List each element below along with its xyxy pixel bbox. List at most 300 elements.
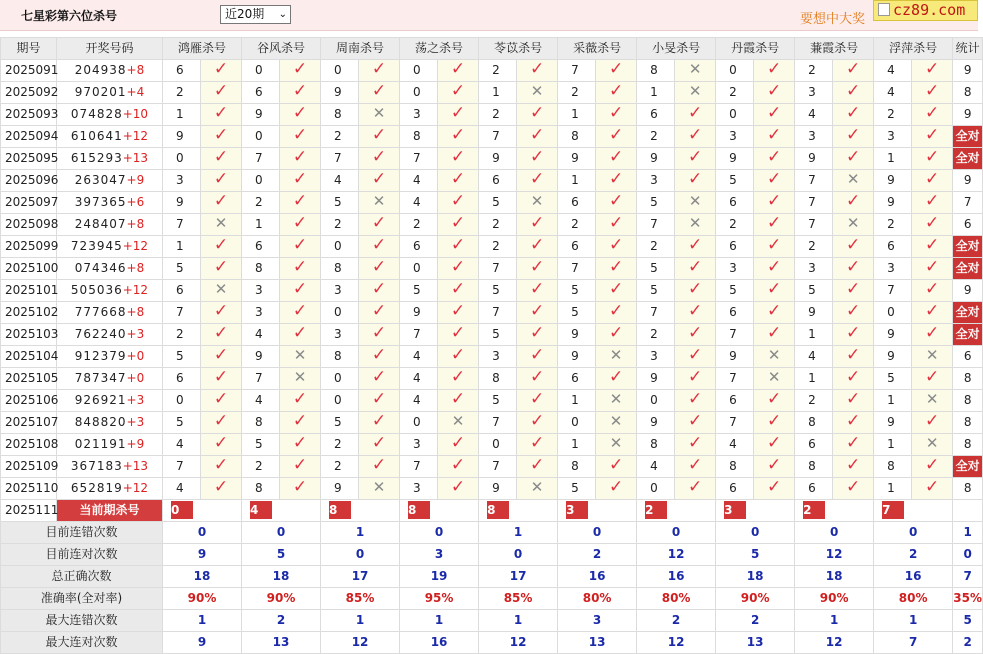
- result-cell: [912, 280, 953, 302]
- kill-number: 6: [242, 236, 280, 258]
- result-cell: [596, 412, 637, 434]
- stats-total: 7: [953, 566, 983, 588]
- stats-value: 2: [558, 544, 637, 566]
- kill-number: 3: [321, 280, 359, 302]
- check-icon: ✓: [925, 169, 940, 189]
- result-cell: [912, 434, 953, 456]
- current-kill-number: 8: [408, 501, 430, 519]
- check-icon: ✓: [687, 257, 703, 277]
- result-cell: [833, 390, 874, 412]
- check-icon: ✓: [925, 279, 940, 299]
- kill-number: 8: [400, 126, 438, 148]
- kill-number: 5: [637, 280, 675, 302]
- check-icon: ✓: [766, 257, 782, 277]
- stats-value: 2: [242, 610, 321, 632]
- kill-number: 1: [558, 390, 596, 412]
- current-kill-number: 0: [171, 501, 193, 519]
- kill-number: 7: [795, 170, 833, 192]
- table-row: [1, 148, 983, 170]
- result-cell: [675, 390, 716, 412]
- kill-number: 9: [400, 302, 438, 324]
- result-cell: [201, 346, 242, 368]
- check-icon: ✓: [608, 477, 624, 497]
- kill-number: 6: [400, 236, 438, 258]
- kill-number: 8: [321, 346, 359, 368]
- check-icon: ✓: [687, 477, 703, 497]
- draw-sum: +4: [126, 85, 145, 99]
- table-row: [1, 434, 983, 456]
- check-icon: ✓: [292, 147, 308, 167]
- draw-cell: [57, 192, 163, 214]
- result-cell: [359, 148, 400, 170]
- kill-number: 0: [400, 60, 438, 82]
- result-cell: [912, 456, 953, 478]
- check-icon: ✓: [529, 235, 545, 255]
- result-cell: [201, 412, 242, 434]
- check-icon: ✓: [292, 389, 308, 409]
- check-icon: ✓: [529, 147, 545, 167]
- check-icon: ✓: [608, 81, 624, 101]
- draw-number: 723945: [70, 239, 123, 253]
- kill-number: 5: [321, 192, 359, 214]
- result-cell: [517, 60, 558, 82]
- check-icon: ✓: [450, 213, 466, 233]
- cross-icon: ✕: [451, 412, 465, 430]
- result-cell: [201, 126, 242, 148]
- kill-number: 8: [637, 434, 675, 456]
- check-icon: ✓: [292, 455, 308, 475]
- stats-value: 90%: [795, 588, 874, 610]
- kill-number: 9: [242, 346, 280, 368]
- kill-number: 0: [163, 390, 201, 412]
- result-cell: [754, 60, 795, 82]
- result-cell: [675, 434, 716, 456]
- kill-number: 2: [716, 82, 754, 104]
- draw-sum: +12: [122, 239, 149, 253]
- result-cell: [833, 478, 874, 500]
- check-icon: ✓: [846, 477, 861, 497]
- result-cell: [201, 192, 242, 214]
- result-cell: [517, 148, 558, 170]
- stats-value: 0: [479, 544, 558, 566]
- kill-number: 3: [795, 126, 833, 148]
- issue-cell: 2025092: [1, 82, 57, 104]
- result-cell: [754, 346, 795, 368]
- result-cell: [754, 456, 795, 478]
- kill-number: 2: [321, 456, 359, 478]
- kill-number: 7: [163, 214, 201, 236]
- check-icon: ✓: [529, 59, 545, 79]
- check-icon: ✓: [371, 279, 387, 299]
- check-icon: ✓: [925, 235, 940, 255]
- draw-number: 610641: [70, 129, 123, 143]
- stats-value: 90%: [716, 588, 795, 610]
- stats-total: 1: [953, 522, 983, 544]
- kill-number: 9: [716, 346, 754, 368]
- check-icon: ✓: [292, 81, 308, 101]
- period-select[interactable]: [220, 5, 291, 24]
- result-cell: [359, 82, 400, 104]
- stats-value: 0: [321, 544, 400, 566]
- stat-cell: 9: [953, 60, 983, 82]
- result-cell: [912, 324, 953, 346]
- kill-number: 2: [242, 192, 280, 214]
- draw-cell: [57, 60, 163, 82]
- kill-number: 5: [321, 412, 359, 434]
- result-cell: [438, 368, 479, 390]
- kill-number: 6: [716, 478, 754, 500]
- kill-number: 2: [637, 126, 675, 148]
- header-expert: 小旻杀号: [637, 38, 716, 60]
- stats-value: 0: [558, 522, 637, 544]
- kill-number: 7: [479, 126, 517, 148]
- issue-cell: 2025106: [1, 390, 57, 412]
- check-icon: ✓: [925, 213, 940, 233]
- result-cell: [201, 302, 242, 324]
- draw-cell: [57, 456, 163, 478]
- kill-number: 6: [163, 60, 201, 82]
- result-cell: [754, 280, 795, 302]
- stat-cell: 8: [953, 412, 983, 434]
- result-cell: [754, 192, 795, 214]
- stats-value: 1: [400, 610, 479, 632]
- header-expert: 荡之杀号: [400, 38, 479, 60]
- kill-number: 8: [242, 412, 280, 434]
- kill-number: 9: [874, 412, 912, 434]
- check-icon: ✓: [766, 323, 782, 343]
- kill-number: 6: [795, 478, 833, 500]
- result-cell: [438, 390, 479, 412]
- kill-number: 4: [242, 324, 280, 346]
- kill-number: 3: [874, 126, 912, 148]
- draw-sum: +8: [126, 305, 145, 319]
- check-icon: ✓: [529, 257, 545, 277]
- stats-value: 18: [716, 566, 795, 588]
- draw-cell: [57, 412, 163, 434]
- kill-number: 3: [637, 346, 675, 368]
- result-cell: [438, 302, 479, 324]
- table-row: [1, 478, 983, 500]
- site-logo[interactable]: [873, 0, 978, 21]
- result-cell: [517, 170, 558, 192]
- kill-number: 4: [400, 346, 438, 368]
- draw-sum: +12: [122, 481, 149, 495]
- kill-number: 5: [716, 280, 754, 302]
- cross-icon: ✕: [925, 346, 939, 364]
- stats-value: 13: [716, 632, 795, 654]
- result-cell: [833, 192, 874, 214]
- issue-cell: 2025100: [1, 258, 57, 280]
- kill-number: 7: [163, 456, 201, 478]
- stats-label: 最大连错次数: [1, 610, 163, 632]
- kill-number: 5: [479, 324, 517, 346]
- result-cell: [517, 456, 558, 478]
- kill-number: 8: [874, 456, 912, 478]
- check-icon: ✓: [846, 455, 861, 475]
- table-row: [1, 192, 983, 214]
- cross-icon: ✕: [372, 192, 386, 210]
- result-cell: [833, 104, 874, 126]
- stats-value: 12: [795, 632, 874, 654]
- stats-value: 2: [716, 610, 795, 632]
- result-cell: [280, 368, 321, 390]
- check-icon: ✓: [608, 455, 624, 475]
- check-icon: ✓: [529, 169, 545, 189]
- result-cell: [912, 412, 953, 434]
- kill-number: 9: [558, 346, 596, 368]
- draw-number: 762240: [74, 327, 127, 341]
- kill-number: 1: [242, 214, 280, 236]
- check-icon: ✓: [766, 433, 782, 453]
- header-expert: 谷风杀号: [242, 38, 321, 60]
- kill-number: 2: [479, 60, 517, 82]
- result-cell: [517, 478, 558, 500]
- stats-value: 19: [400, 566, 479, 588]
- result-cell: [675, 104, 716, 126]
- kill-number: 3: [242, 302, 280, 324]
- check-icon: ✓: [687, 389, 703, 409]
- stat-cell: 全对: [953, 302, 983, 324]
- result-cell: [675, 280, 716, 302]
- check-icon: ✓: [529, 411, 545, 431]
- kill-number: 5: [479, 192, 517, 214]
- issue-cell: 2025105: [1, 368, 57, 390]
- check-icon: ✓: [687, 411, 703, 431]
- kill-number: 3: [479, 346, 517, 368]
- issue-cell: 2025107: [1, 412, 57, 434]
- kill-number: 8: [637, 60, 675, 82]
- kill-number: 4: [400, 170, 438, 192]
- kill-number: 7: [637, 302, 675, 324]
- kill-number: 8: [558, 126, 596, 148]
- result-cell: [201, 368, 242, 390]
- current-kill-number: 8: [487, 501, 509, 519]
- draw-sum: +3: [126, 327, 145, 341]
- draw-cell: [57, 236, 163, 258]
- check-icon: ✓: [766, 191, 782, 211]
- header-stat: 统计: [953, 38, 983, 60]
- issue-cell: 2025102: [1, 302, 57, 324]
- result-cell: [675, 346, 716, 368]
- kill-number: 0: [400, 258, 438, 280]
- stat-cell: 8: [953, 478, 983, 500]
- slogan-link[interactable]: 要想中大奖: [800, 12, 866, 27]
- result-cell: [833, 346, 874, 368]
- stats-value: 2: [637, 610, 716, 632]
- current-kill-cell: [874, 500, 953, 522]
- header-expert: 苓苡杀号: [479, 38, 558, 60]
- check-icon: ✓: [292, 411, 308, 431]
- check-icon: ✓: [766, 477, 782, 497]
- check-icon: ✓: [450, 367, 466, 387]
- kill-number: 0: [242, 170, 280, 192]
- kill-number: 0: [321, 236, 359, 258]
- kill-number: 1: [795, 324, 833, 346]
- kill-number: 4: [400, 390, 438, 412]
- check-icon: ✓: [766, 279, 782, 299]
- result-cell: [833, 82, 874, 104]
- kill-number: 2: [163, 82, 201, 104]
- kill-number: 6: [795, 434, 833, 456]
- result-cell: [201, 258, 242, 280]
- check-icon: ✓: [766, 125, 782, 145]
- check-icon: ✓: [925, 103, 940, 123]
- result-cell: [359, 324, 400, 346]
- result-cell: [596, 390, 637, 412]
- result-cell: [833, 126, 874, 148]
- checkbox-icon: [878, 3, 890, 16]
- kill-number: 0: [321, 60, 359, 82]
- kill-number: 9: [874, 324, 912, 346]
- stat-cell: 全对: [953, 456, 983, 478]
- result-cell: [359, 478, 400, 500]
- kill-number: 9: [558, 148, 596, 170]
- kill-number: 0: [321, 302, 359, 324]
- draw-cell: [57, 82, 163, 104]
- kill-number: 8: [479, 368, 517, 390]
- current-kill-number: 2: [645, 501, 667, 519]
- check-icon: ✓: [846, 323, 861, 343]
- result-cell: [201, 434, 242, 456]
- site-logo-text: cz89.com: [893, 1, 966, 19]
- check-icon: ✓: [371, 455, 387, 475]
- stats-value: 85%: [321, 588, 400, 610]
- check-icon: ✓: [529, 367, 545, 387]
- result-cell: [833, 434, 874, 456]
- kill-number: 4: [242, 390, 280, 412]
- result-cell: [359, 258, 400, 280]
- check-icon: ✓: [371, 169, 387, 189]
- kill-number: 1: [163, 236, 201, 258]
- result-cell: [596, 126, 637, 148]
- kill-number: 7: [716, 412, 754, 434]
- check-icon: ✓: [766, 147, 782, 167]
- kill-number: 2: [558, 82, 596, 104]
- draw-number: 970201: [74, 85, 127, 99]
- result-cell: [833, 302, 874, 324]
- stats-row: [1, 610, 983, 632]
- result-cell: [517, 302, 558, 324]
- result-cell: [201, 148, 242, 170]
- result-cell: [280, 390, 321, 412]
- stats-value: 1: [479, 522, 558, 544]
- result-cell: [675, 148, 716, 170]
- kill-number: 9: [716, 148, 754, 170]
- stats-value: 80%: [874, 588, 953, 610]
- stat-cell: 9: [953, 280, 983, 302]
- check-icon: ✓: [213, 345, 229, 365]
- issue-cell: 2025094: [1, 126, 57, 148]
- check-icon: ✓: [450, 81, 466, 101]
- check-icon: ✓: [213, 257, 229, 277]
- stat-cell: 6: [953, 346, 983, 368]
- kill-number: 2: [795, 60, 833, 82]
- kill-number: 7: [637, 214, 675, 236]
- kill-number: 9: [163, 126, 201, 148]
- table-row: [1, 126, 983, 148]
- stats-value: 1: [163, 610, 242, 632]
- stats-value: 9: [163, 632, 242, 654]
- cross-icon: ✕: [767, 346, 781, 364]
- issue-cell: 2025103: [1, 324, 57, 346]
- check-icon: ✓: [687, 147, 703, 167]
- check-icon: ✓: [608, 257, 624, 277]
- kill-number: 0: [637, 390, 675, 412]
- check-icon: ✓: [608, 169, 624, 189]
- stats-label: 最大连对次数: [1, 632, 163, 654]
- result-cell: [280, 412, 321, 434]
- check-icon: ✓: [846, 59, 861, 79]
- current-stat-cell: [953, 500, 983, 522]
- kill-number: 3: [321, 324, 359, 346]
- result-cell: [280, 324, 321, 346]
- result-cell: [280, 126, 321, 148]
- check-icon: ✓: [213, 103, 229, 123]
- stats-value: 1: [795, 610, 874, 632]
- kill-number: 0: [321, 390, 359, 412]
- result-cell: [359, 214, 400, 236]
- check-icon: ✓: [608, 59, 624, 79]
- issue-cell: 2025108: [1, 434, 57, 456]
- result-cell: [359, 126, 400, 148]
- result-cell: [833, 324, 874, 346]
- check-icon: ✓: [846, 367, 861, 387]
- check-icon: ✓: [687, 455, 703, 475]
- kill-number: 0: [163, 148, 201, 170]
- draw-sum: +13: [122, 459, 149, 473]
- top-bar: [0, 0, 978, 31]
- result-cell: [517, 82, 558, 104]
- draw-number: 074828: [70, 107, 123, 121]
- kill-number: 2: [637, 236, 675, 258]
- draw-sum: +0: [126, 371, 145, 385]
- cross-icon: ✕: [925, 434, 939, 452]
- draw-number: 263047: [74, 173, 127, 187]
- draw-number: 912379: [74, 349, 127, 363]
- stats-value: 18: [163, 566, 242, 588]
- header-draw: 开奖号码: [57, 38, 163, 60]
- draw-cell: [57, 434, 163, 456]
- check-icon: ✓: [213, 191, 229, 211]
- check-icon: ✓: [450, 147, 466, 167]
- kill-number: 5: [558, 280, 596, 302]
- current-kill-cell: [321, 500, 400, 522]
- draw-number: 021191: [74, 437, 127, 451]
- result-cell: [359, 412, 400, 434]
- result-cell: [912, 236, 953, 258]
- result-cell: [359, 368, 400, 390]
- check-icon: ✓: [846, 191, 861, 211]
- kill-number: 2: [874, 104, 912, 126]
- stat-cell: 8: [953, 368, 983, 390]
- kill-number: 1: [163, 104, 201, 126]
- check-icon: ✓: [292, 59, 308, 79]
- check-icon: ✓: [213, 235, 229, 255]
- cross-icon: ✕: [688, 82, 702, 100]
- kill-number: 7: [795, 192, 833, 214]
- result-cell: [201, 236, 242, 258]
- result-cell: [596, 280, 637, 302]
- issue-cell: 2025099: [1, 236, 57, 258]
- kill-number: 6: [716, 302, 754, 324]
- result-cell: [754, 170, 795, 192]
- result-cell: [438, 280, 479, 302]
- kill-number: 8: [242, 478, 280, 500]
- current-kill-number: 7: [882, 501, 904, 519]
- result-cell: [201, 82, 242, 104]
- kill-number: 0: [637, 478, 675, 500]
- kill-number: 8: [795, 412, 833, 434]
